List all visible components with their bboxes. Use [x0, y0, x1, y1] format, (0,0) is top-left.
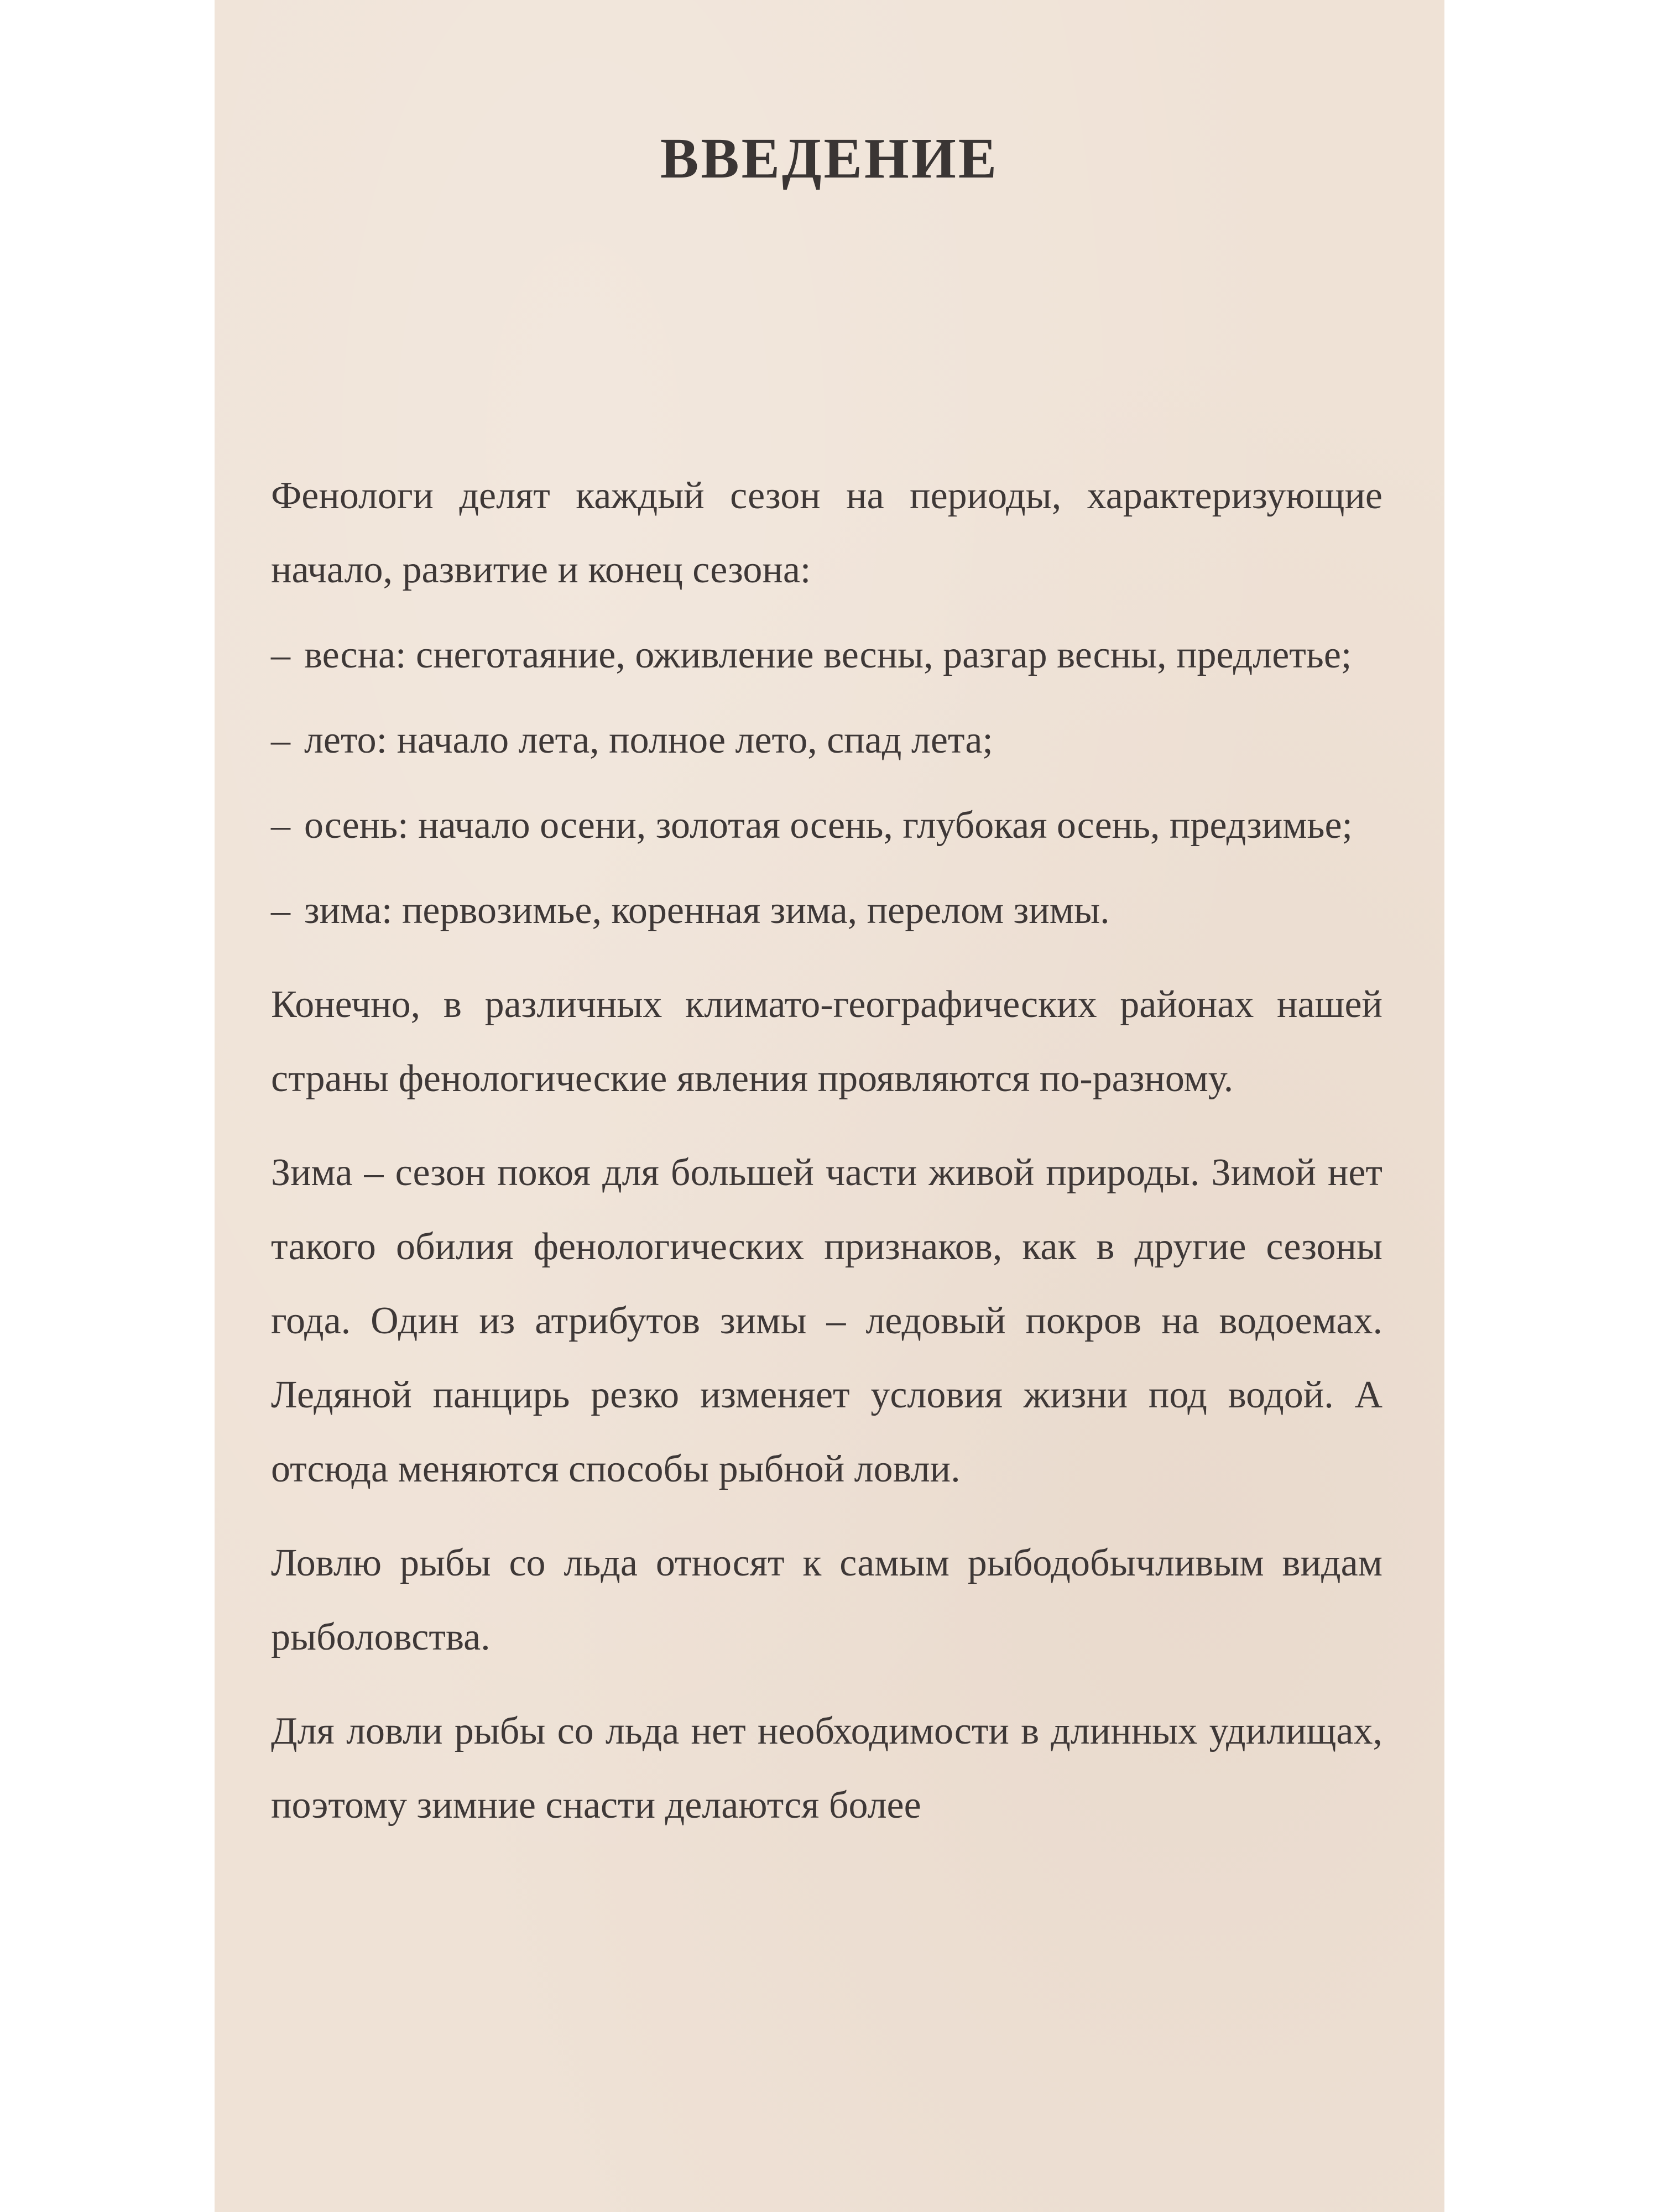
book-page — [215, 0, 1444, 2212]
paragraph-winter: Зима – сезон покоя для большей части живой природы. Зимой нет такого обилия фенологических признаков, как в другие сезоны года. Один из атрибутов зимы – ледовый покров на водоемах. Ледяной панцирь резко изменяет условия жизни под водой. А отсюда меняются способы рыбной ловли. — [271, 1151, 1383, 1490]
list-item-text: весна: снеготаяние, оживление весны, разгар весны, предлетье; — [304, 634, 1352, 676]
list-dash: – — [271, 889, 290, 932]
list-item-text: зима: первозимье, коренная зима, перелом зимы. — [304, 889, 1110, 932]
chapter-title: ВВЕДЕНИЕ — [660, 127, 999, 190]
list-item-text: лето: начало лета, полное лето, спад лета; — [304, 719, 993, 761]
list-dash: – — [271, 804, 290, 847]
list-item-text: осень: начало осени, золотая осень, глубокая осень, предзимье; — [304, 804, 1353, 847]
season-list-item-autumn — [271, 789, 1383, 863]
paragraph-climate: Конечно, в различных климато-географических районах нашей страны фенологические явления проявляются по-разному. — [271, 983, 1383, 1100]
paragraph-intro: Фенологи делят каждый сезон на периоды, характеризующие начало, развитие и конец сезона: — [271, 474, 1383, 591]
season-list-item-summer — [271, 703, 1383, 778]
season-list-item-spring — [271, 618, 1383, 692]
list-dash: – — [271, 634, 290, 676]
list-dash: – — [271, 719, 290, 761]
body-text — [271, 459, 1383, 1843]
paragraph-tackle: Для ловли рыбы со льда нет необходимости в длинных удилищах, поэтому зимние снасти делаются более — [271, 1710, 1383, 1827]
season-list-item-winter — [271, 874, 1383, 948]
paragraph-ice-fishing: Ловлю рыбы со льда относят к самым рыбодобычливым видам рыболовства. — [271, 1542, 1383, 1658]
